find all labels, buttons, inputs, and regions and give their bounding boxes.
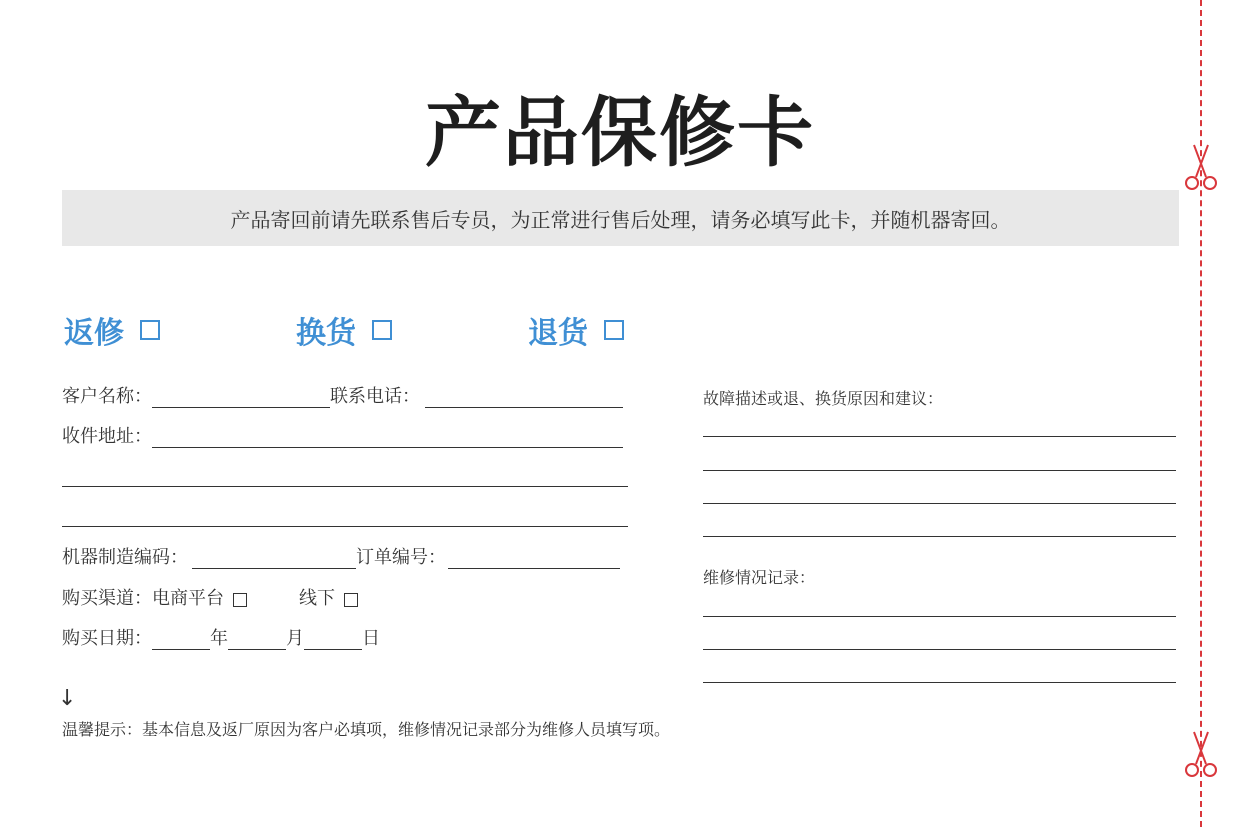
customer-name-label: 客户名称： xyxy=(62,386,152,407)
channel-row xyxy=(62,586,358,610)
service-option-return[interactable] xyxy=(528,308,624,352)
fault-description-label: 故障描述或退、换货原因和建议： xyxy=(703,389,944,408)
service-option-label: 换货 xyxy=(296,316,356,351)
service-option-label: 返修 xyxy=(64,316,124,351)
address-field[interactable] xyxy=(152,429,623,448)
serial-field[interactable] xyxy=(192,550,356,569)
month-label: 月 xyxy=(286,628,304,649)
serial-row xyxy=(62,545,620,569)
year-field[interactable] xyxy=(152,631,210,650)
repair-record-line[interactable] xyxy=(703,616,1176,617)
checkbox-online[interactable] xyxy=(233,593,247,607)
address-label: 收件地址： xyxy=(62,426,152,447)
scissors-icon xyxy=(1183,730,1219,780)
checkbox-offline[interactable] xyxy=(344,593,358,607)
fault-description-line[interactable] xyxy=(703,536,1176,537)
tip-text: 温馨提示：基本信息及返厂原因为客户必填项，维修情况记录部分为维修人员填写项。 xyxy=(62,720,671,739)
serial-label: 机器制造编码： xyxy=(62,547,188,568)
phone-label: 联系电话： xyxy=(330,386,420,407)
customer-name-field[interactable] xyxy=(152,389,330,408)
order-field[interactable] xyxy=(448,550,620,569)
channel-label: 购买渠道： xyxy=(62,588,152,609)
page-title: 产品保修卡 xyxy=(425,88,815,177)
repair-record-line[interactable] xyxy=(703,649,1176,650)
notice-text: 产品寄回前请先联系售后专员，为正常进行售后处理，请务必填写此卡，并随机器寄回。 xyxy=(230,207,1011,232)
fault-description-line[interactable] xyxy=(703,470,1176,471)
service-option-repair[interactable] xyxy=(64,308,160,352)
address-field-line-3[interactable] xyxy=(62,526,628,527)
day-label: 日 xyxy=(362,628,380,649)
service-option-label: 退货 xyxy=(528,316,588,351)
phone-field[interactable] xyxy=(425,389,623,408)
day-field[interactable] xyxy=(304,631,362,650)
service-option-exchange[interactable] xyxy=(296,308,392,352)
cut-line xyxy=(1200,0,1202,827)
scissors-icon xyxy=(1183,143,1219,193)
address-field-line-2[interactable] xyxy=(62,486,628,487)
arrow-down-icon: ↓ xyxy=(58,686,77,711)
repair-record-line[interactable] xyxy=(703,682,1176,683)
customer-row xyxy=(62,384,623,408)
checkbox-repair[interactable] xyxy=(140,320,160,340)
checkbox-return[interactable] xyxy=(604,320,624,340)
channel-offline-label: 线下 xyxy=(299,588,335,609)
order-label: 订单编号： xyxy=(356,547,446,568)
notice-bar xyxy=(62,190,1179,246)
checkbox-exchange[interactable] xyxy=(372,320,392,340)
year-label: 年 xyxy=(210,628,228,649)
date-label: 购买日期： xyxy=(62,628,152,649)
channel-online-label: 电商平台 xyxy=(152,588,224,609)
repair-record-label: 维修情况记录： xyxy=(703,568,816,587)
fault-description-line[interactable] xyxy=(703,436,1176,437)
date-row xyxy=(62,626,380,650)
address-row xyxy=(62,424,623,448)
month-field[interactable] xyxy=(228,631,286,650)
fault-description-line[interactable] xyxy=(703,503,1176,504)
